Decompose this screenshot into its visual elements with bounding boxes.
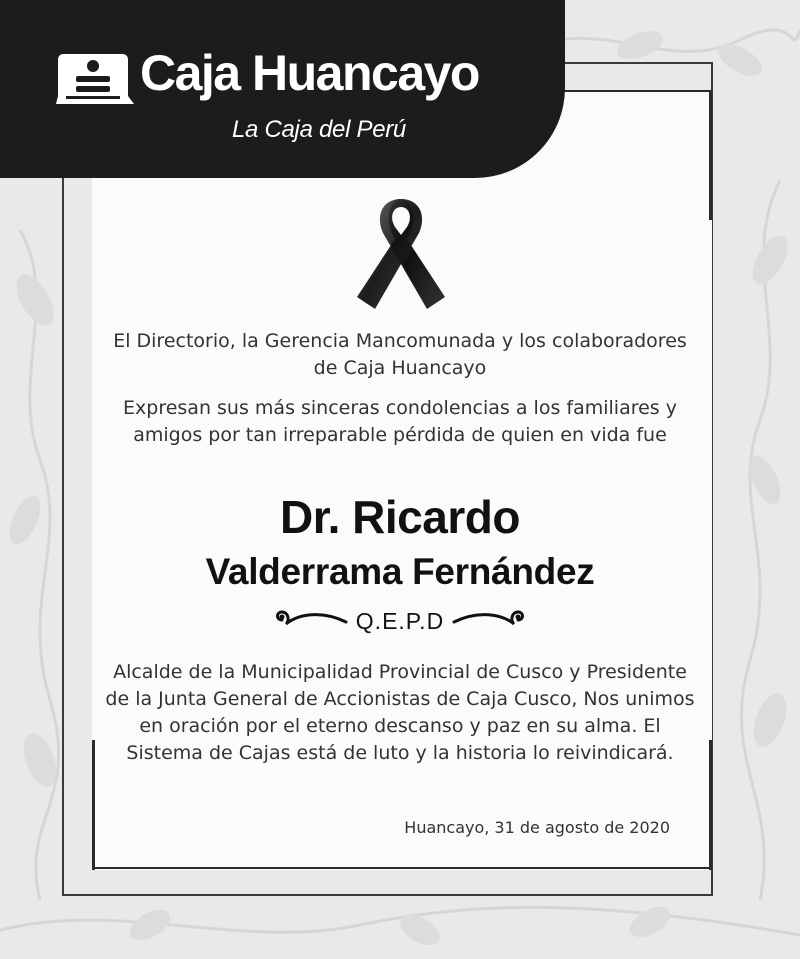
inner-frame-top: [560, 90, 712, 92]
inner-frame-right-top: [709, 90, 712, 220]
deceased-name-line1: Dr. Ricardo: [280, 491, 520, 543]
mourning-ribbon-icon: [353, 193, 449, 313]
brand-name: Caja Huancayo: [140, 45, 479, 101]
place-date: Huancayo, 31 de agosto de 2020: [404, 818, 670, 837]
deceased-name-line2: Valderrama Fernández: [205, 551, 595, 592]
brand-header: [0, 0, 565, 178]
qepd-text: Q.E.P.D: [355, 608, 445, 634]
inner-frame-bottom: [92, 867, 712, 869]
left-swirl-ornament: [272, 606, 348, 634]
inner-frame-left: [92, 740, 95, 870]
tribute-description: Alcalde de la Municipalidad Provincial de Cusco y Presidente de la Junta General de Accionistas de Caja Cusco, Nos unimos en oración por el eterno descanso y paz en su alma. El Sistema de Cajas está de luto y la historia lo reivindicará.: [105, 661, 695, 764]
right-swirl-ornament: [452, 606, 528, 634]
senders-text: El Directorio, la Gerencia Mancomunada y los colaboradores de Caja Huancayo: [113, 330, 687, 379]
brand-tagline: La Caja del Perú: [232, 116, 406, 143]
condolence-text: Expresan sus más sinceras condolencias a los familiares y amigos por tan irreparable pérdida de quien en vida fue: [123, 397, 677, 446]
qepd-ornament: [272, 600, 528, 640]
caja-huancayo-logo-icon: [52, 50, 134, 108]
inner-frame-right-bottom: [709, 740, 712, 870]
